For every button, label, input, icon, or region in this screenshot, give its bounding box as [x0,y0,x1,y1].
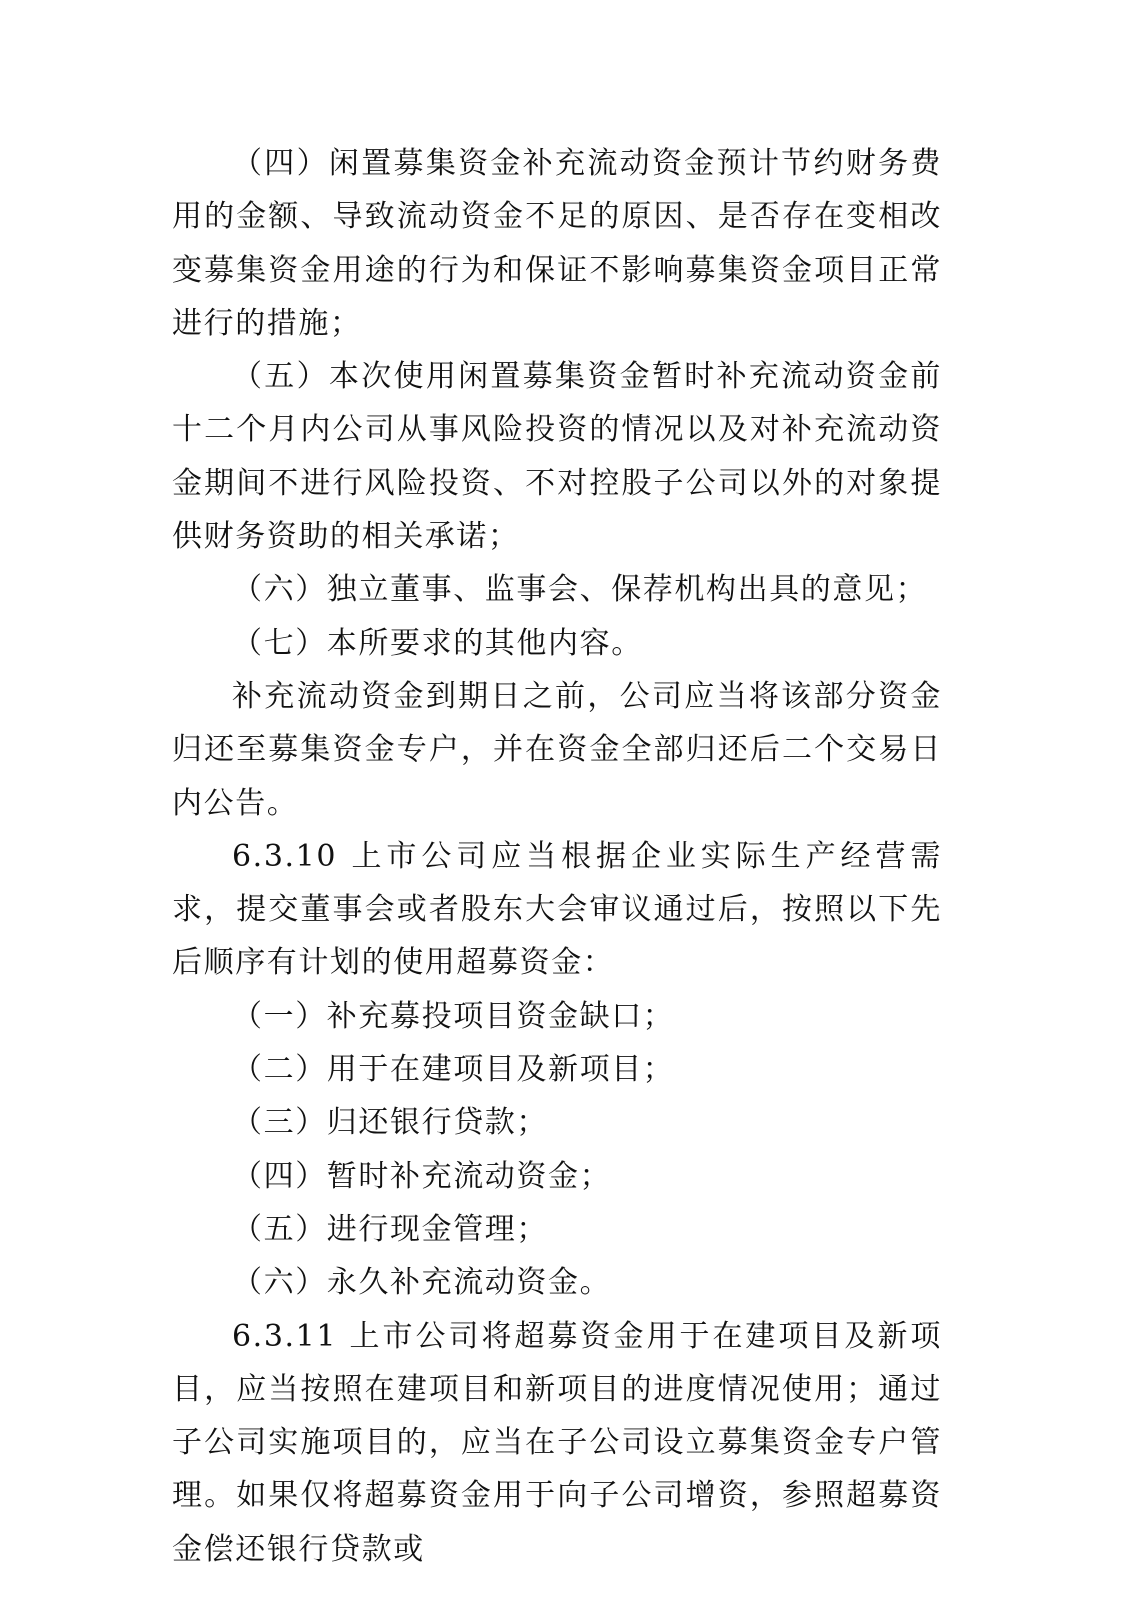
list-item-5: （五）进行现金管理； [232,1211,548,1247]
paragraph-repayment: 补充流动资金到期日之前，公司应当将该部分资金归还至募集资金专户，并在资金全部归还后二个交易日内公告。 [172,678,942,821]
paragraph-risk-investment-commitment: （五）本次使用闲置募集资金暂时补充流动资金前十二个月内公司从事风险投资的情况以及对补充流动资金期间不进行风险投资、不对控股子公司以外的对象提供财务资助的相关承诺； [172,359,942,555]
list-item-2: （二）用于在建项目及新项目； [232,1052,675,1088]
list-item-6: （六）永久补充流动资金。 [232,1265,612,1301]
paragraph-other-content: （七）本所要求的其他内容。 [232,625,643,661]
list-item-1: （一）补充募投项目资金缺口； [232,998,675,1034]
document-body [172,137,942,1576]
paragraph-idle-funds-savings: （四）闲置募集资金补充流动资金预计节约财务费用的金额、导致流动资金不足的原因、是否存在变相改变募集资金用途的行为和保证不影响募集资金项目正常进行的措施； [172,146,942,341]
paragraph-6-3-10: 6.3.10 上市公司应当根据企业实际生产经营需求，提交董事会或者股东大会审议通过后，按照以下先后顺序有计划的使用超募资金： [172,838,942,981]
paragraph-6-3-11: 6.3.11 上市公司将超募资金用于在建项目及新项目，应当按照在建项目和新项目的进度情况使用；通过子公司实施项目的，应当在子公司设立募集资金专户管理。如果仅将超募资金用于向子公司增资，参照超募资金偿还银行贷款或 [172,1318,942,1567]
list-item-4: （四）暂时补充流动资金； [232,1158,612,1194]
paragraph-opinions: （六）独立董事、监事会、保荐机构出具的意见； [232,572,928,608]
list-item-3: （三）归还银行贷款； [232,1105,548,1141]
